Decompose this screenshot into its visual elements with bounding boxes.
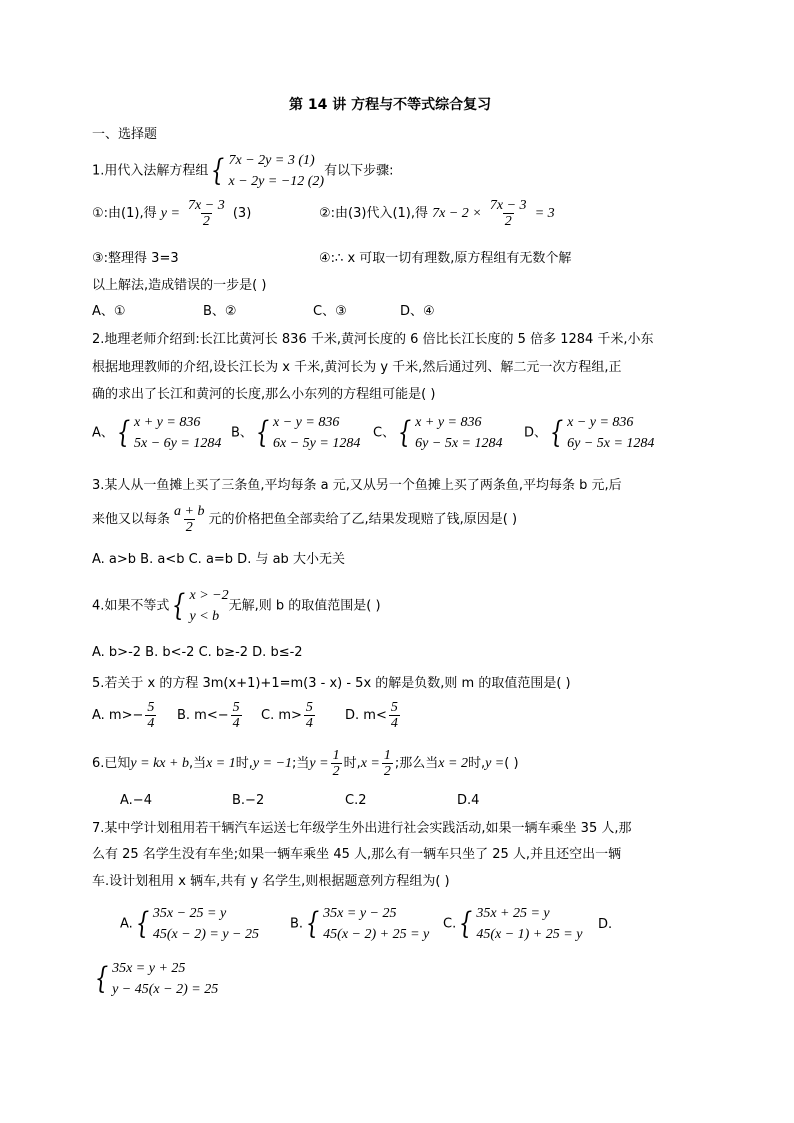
fraction: $\frac{7x - 3}{2}$ [489,198,527,229]
equation-system: { 7x − 2y = 3 (1) x − 2y = −12 (2) [211,153,325,189]
question-2-option-b: B、 { x − y = 836 6x − 5y = 1284 [231,415,361,451]
question-1-stem: 1.用代入法解方程组 { 7x − 2y = 3 (1) x − 2y = −12 (2) 有以下步骤: [92,150,393,192]
question-6-option-d: D.4 [457,793,480,808]
question-2-line-3: 确的求出了长江和黄河的长度,那么小东列的方程组可能是( ) [92,387,436,402]
question-4-options: A. b>-2 B. b<-2 C. b≥-2 D. b≤-2 [92,645,303,660]
question-3-options: A. a>b B. a<b C. a=b D. 与 ab 大小无关 [92,552,345,567]
question-1-option-d: D、④ [400,304,435,319]
page-title: 第 14 讲 方程与不等式综合复习 [289,97,492,113]
question-1-ask: 以上解法,造成错误的一步是( ) [92,278,267,293]
question-1-step-4: ④:∴ x 可取一切有理数,原方程组有无数个解 [319,251,572,266]
question-5-option-a: A. m>− $\frac{5}{4}$ [92,700,155,731]
question-7-option-c: C. { 35x + 25 = y 45(x − 1) + 25 = y [443,906,583,942]
question-1-step-3: ③:整理得 3=3 [92,251,179,266]
question-7-option-d-label: D. [598,917,613,932]
question-1-option-b: B、② [203,304,237,319]
question-1-step-2: ②:由(3)代入(1),得 7x − 2 × $\frac{7x - 3}{2}$ = 3 [319,198,555,229]
question-5-option-d: D. m< $\frac{5}{4}$ [345,700,398,731]
question-3-line-1: 3.某人从一鱼摊上买了三条鱼,平均每条 a 元,又从另一个鱼摊上买了两条鱼,平均每条 b 元,后 [92,478,622,493]
question-2-line-2: 根据地理教师的介绍,设长江长为 x 千米,黄河长为 y 千米,然后通过列、解二元一次方程组,正 [92,360,622,375]
question-2-option-c: C、 { x + y = 836 6y − 5x = 1284 [373,415,503,451]
question-7-option-b: B. { 35x = y − 25 45(x − 2) + 25 = y [290,906,430,942]
question-7-line-3: 车.设计划租用 x 辆车,共有 y 名学生,则根据题意列方程组为( ) [92,874,450,889]
question-5-option-c: C. m> $\frac{5}{4}$ [261,700,313,731]
question-6-option-b: B.−2 [232,793,265,808]
question-3-line-2: 来他又以每条 $\frac{a + b}{2}$ 元的价格把鱼全部卖给了乙,结果发现赔了钱,原因是( ) [92,504,518,535]
question-2-line-1: 2.地理老师介绍到:长江比黄河长 836 千米,黄河长度的 6 倍比长江长度的 5 倍多 1284 千米,小东 [92,332,654,347]
question-2-option-d: D、 { x − y = 836 6y − 5x = 1284 [524,415,655,451]
fraction: $\frac{7x - 3}{2}$ [188,198,225,229]
question-6-stem: 6.已知y = kx + b,当x = 1时,y = −1;当y = $\frac{1}{2}$ 时,x = $\frac{1}{2}$ ;那么当x = 2时,y =( ) [92,748,519,779]
question-4-stem: 4.如果不等式 { x > −2 y < b 无解,则 b 的取值范围是( ) [92,588,381,624]
question-7-line-1: 7.某中学计划租用若干辆汽车运送七年级学生外出进行社会实践活动,如果一辆车乘坐 35 人,那 [92,821,632,836]
question-7-option-d: { 35x = y + 25 y − 45(x − 2) = 25 [94,961,219,997]
question-7-option-a: A. { 35x − 25 = y 45(x − 2) = y − 25 [120,906,259,942]
section-heading: 一、选择题 [92,127,158,142]
question-6-option-a: A.−4 [120,793,152,808]
question-6-option-c: C.2 [345,793,367,808]
question-5-stem: 5.若关于 x 的方程 3m(x+1)+1=m(3 - x) - 5x 的解是负数,则 m 的取值范围是( ) [92,676,571,691]
question-1-option-a: A、① [92,304,126,319]
question-7-line-2: 么有 25 名学生没有车坐;如果一辆车乘坐 45 人,那么有一辆车只坐了 25 人,并且还空出一辆 [92,847,622,862]
question-5-option-b: B. m<− $\frac{5}{4}$ [177,700,240,731]
question-2-option-a: A、 { x + y = 836 5x − 6y = 1284 [92,415,222,451]
question-1-step-1: ①:由(1),得 y = $\frac{7x - 3}{2}$ (3) [92,198,252,229]
question-1-option-c: C、③ [313,304,347,319]
